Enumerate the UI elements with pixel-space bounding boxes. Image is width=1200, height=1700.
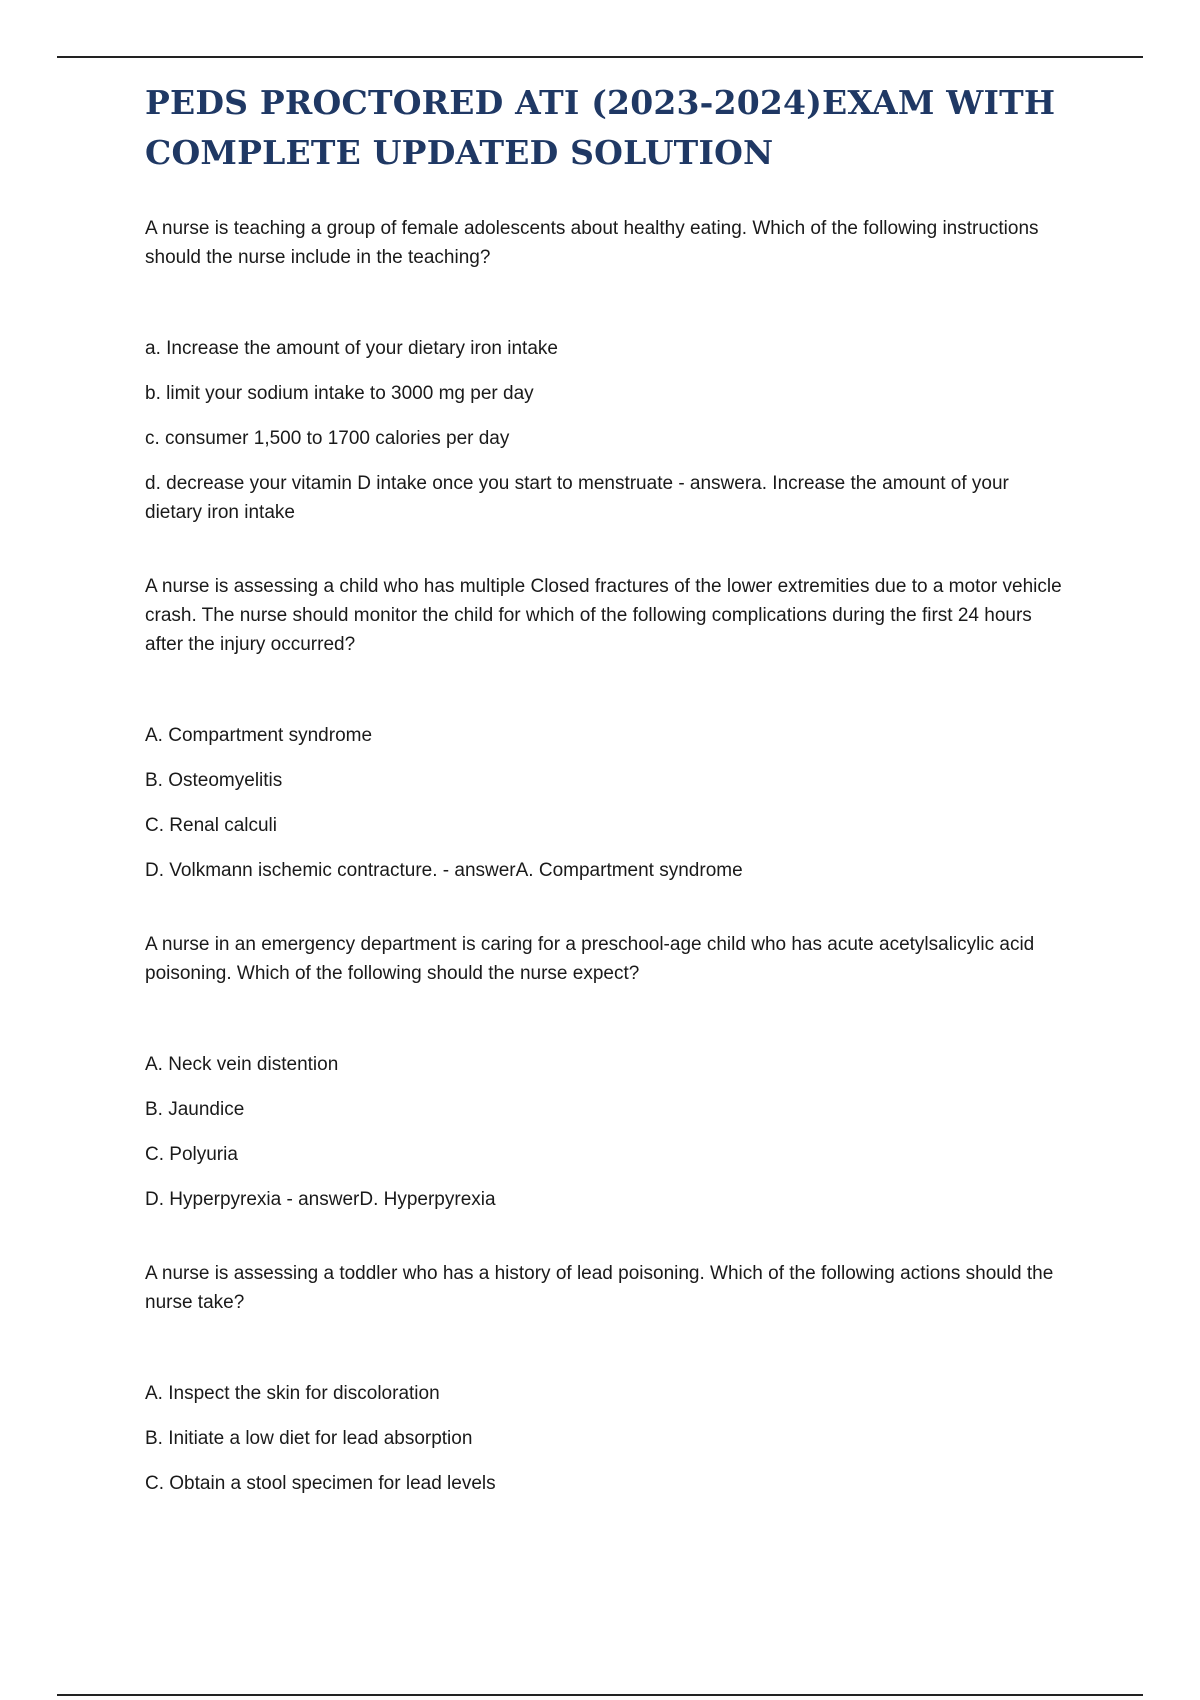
answer-option: B. Jaundice bbox=[145, 1099, 245, 1120]
answer-option: A. Inspect the skin for discoloration bbox=[145, 1383, 440, 1404]
answer-option: B. Initiate a low diet for lead absorption bbox=[145, 1428, 473, 1449]
answer-option: C. Obtain a stool specimen for lead levels bbox=[145, 1473, 496, 1494]
answer-option: D. Hyperpyrexia - answerD. Hyperpyrexia bbox=[145, 1189, 496, 1210]
question-stem: A nurse is assessing a child who has multiple Closed fractures of the lower extremities due to a motor vehicle crash. The nurse should monitor the child for which of the following complications during the first 24 hours after the injury occurred? bbox=[145, 576, 1062, 655]
question-stem: A nurse is teaching a group of female adolescents about healthy eating. Which of the following instructions should the nurse include in the teaching? bbox=[145, 218, 1039, 268]
question-1 bbox=[145, 214, 1065, 527]
question-4 bbox=[145, 1259, 1065, 1498]
question-stem: A nurse is assessing a toddler who has a history of lead poisoning. Which of the following actions should the nurse take? bbox=[145, 1263, 1054, 1313]
question-3 bbox=[145, 930, 1065, 1214]
answer-option: d. decrease your vitamin D intake once you start to menstruate - answera. Increase the amount of your dietary iron intake bbox=[145, 473, 1009, 523]
question-stem: A nurse in an emergency department is caring for a preschool-age child who has acute acetylsalicylic acid poisoning. Which of the following should the nurse expect? bbox=[145, 934, 1035, 984]
header-rule bbox=[57, 56, 1143, 58]
document-page bbox=[145, 78, 1065, 1543]
document-title: PEDS PROCTORED ATI (2023-2024)EXAM WITH COMPLETE UPDATED SOLUTION bbox=[145, 83, 1056, 172]
question-2 bbox=[145, 572, 1065, 885]
answer-option: A. Compartment syndrome bbox=[145, 725, 373, 746]
answer-option: B. Osteomyelitis bbox=[145, 770, 283, 791]
answer-option: C. Renal calculi bbox=[145, 815, 277, 836]
answer-option: c. consumer 1,500 to 1700 calories per day bbox=[145, 428, 510, 449]
answer-option: C. Polyuria bbox=[145, 1144, 238, 1165]
answer-option: a. Increase the amount of your dietary iron intake bbox=[145, 338, 558, 359]
answer-option: D. Volkmann ischemic contracture. - answerA. Compartment syndrome bbox=[145, 860, 743, 881]
footer-rule bbox=[57, 1694, 1143, 1696]
answer-option: A. Neck vein distention bbox=[145, 1054, 339, 1075]
answer-option: b. limit your sodium intake to 3000 mg per day bbox=[145, 383, 534, 404]
